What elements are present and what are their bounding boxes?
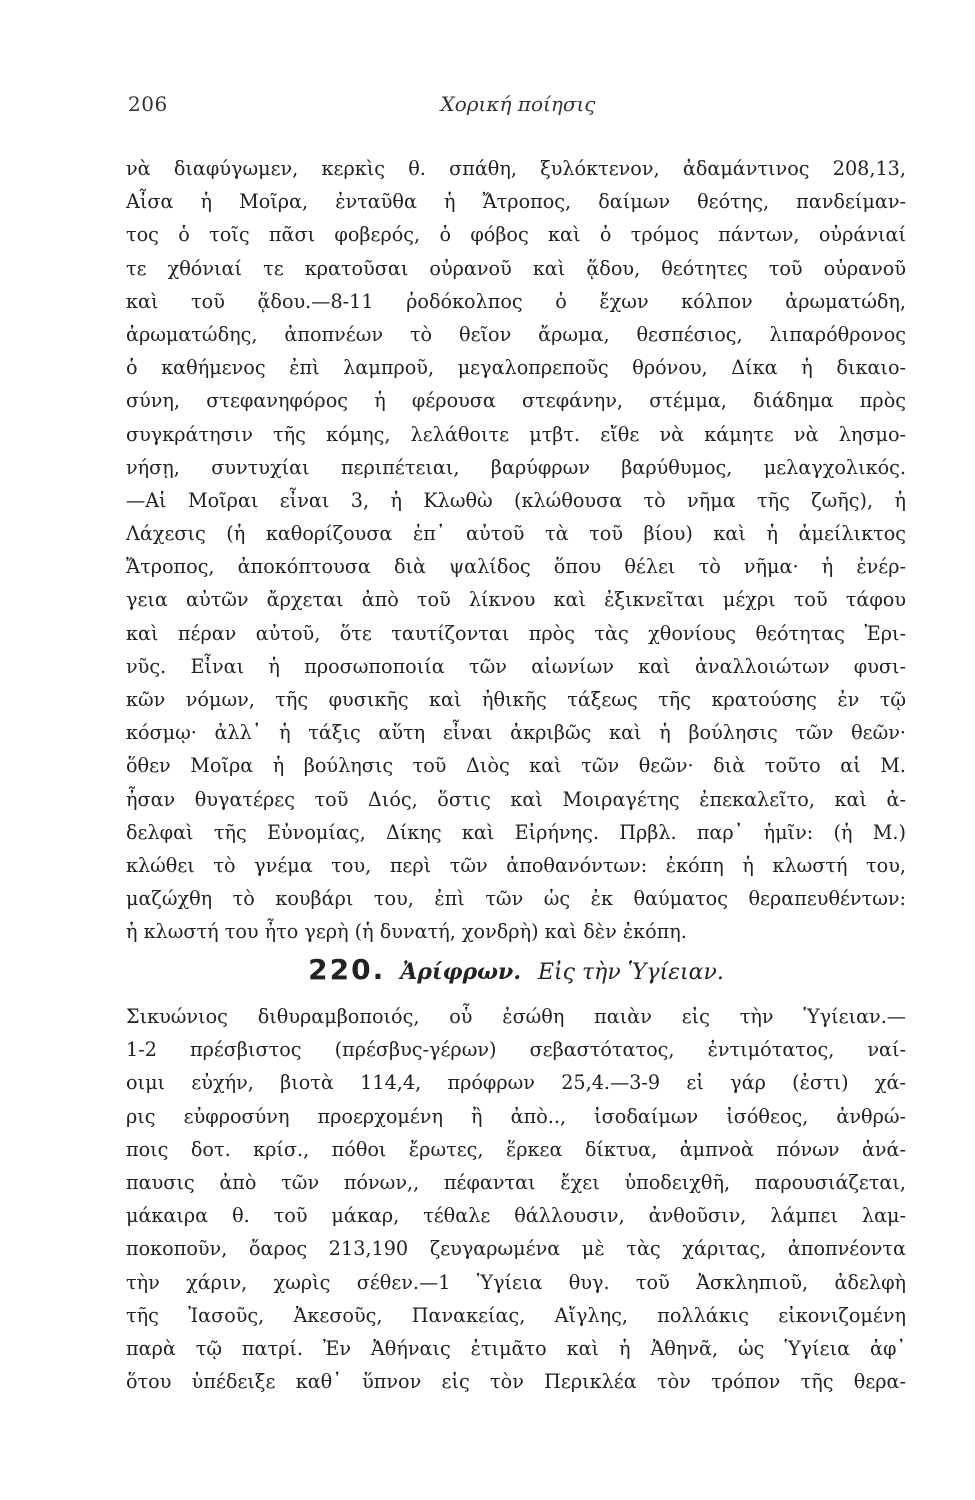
text-line: τος ὁ τοῖς πᾶσι φοβερός, ὁ φόβος καὶ ὁ τρόμος πάντων, οὐράνιαί [126, 223, 906, 247]
text-line: μάκαιρα θ. τοῦ μάκαρ, τέθαλε θάλλουσιν, ἀνθοῦσιν, λάμπει λαμ- [126, 1204, 906, 1228]
page-header [128, 92, 908, 132]
text-line: Ἄτροπος, ἀποκόπτουσα διὰ ψαλίδος ὅπου θέλει τὸ νῆμα· ἡ ἐνέρ- [126, 555, 906, 579]
text-line: —Αἱ Μοῖραι εἶναι 3, ἡ Κλωθὼ (κλώθουσα τὸ νῆμα τῆς ζωῆς), ἡ [126, 488, 906, 512]
section-heading [126, 953, 906, 993]
text-line: κῶν νόμων, τῆς φυσικῆς καὶ ἠθικῆς τάξεως τῆς κρατούσης ἐν τῷ [126, 688, 906, 711]
text-line: κόσμῳ· ἀλλ᾽ ἡ τάξις αὕτη εἶναι ἀκριβῶς καὶ ἡ βούλησις τῶν θεῶν· [126, 721, 906, 745]
text-line: ποις δοτ. κρίσ., πόθοι ἔρωτες, ἕρκεα δίκτυα, ἀμπνοὰ πόνων ἀνά- [126, 1137, 906, 1161]
text-line: γεια αὐτῶν ἄρχεται ἀπὸ τοῦ λίκνου καὶ ἐξικνεῖται μέχρι τοῦ τάφου [126, 588, 906, 612]
text-line: καὶ πέραν αὐτοῦ, ὅτε ταυτίζονται πρὸς τὰς χθονίους θεότητας Ἐρι- [126, 621, 906, 645]
text-line: νῦς. Εἶναι ἡ προσωποποιία τῶν αἰωνίων καὶ ἀναλλοιώτων φυσι- [126, 654, 906, 678]
text-line: παρὰ τῷ πατρί. Ἐν Ἀθήναις ἐτιμᾶτο καὶ ἡ Ἀθηνᾶ, ὡς Ὑγίεια ἀφ᾽ [126, 1336, 906, 1360]
text-line: τῆς Ἰασοῦς, Ἀκεσοῦς, Πανακείας, Αἴγλης, πολλάκις εἰκονιζομένη [126, 1303, 906, 1327]
text-line: νήσῃ, συντυχίαι περιπέτειαι, βαρύφρων βαρύθυμος, μελαγχολικός. [126, 455, 906, 479]
page-number: 206 [128, 92, 168, 116]
text-line: δελφαὶ τῆς Εὐνομίας, Δίκης καὶ Εἰρήνης. Πρβλ. παρ᾽ ἡμῖν: (ἡ Μ.) [126, 820, 906, 844]
text-line: ἡ κλωστή του ἦτο γερὴ (ἡ δυνατή, χονδρὴ) καὶ δὲν ἐκόπη. [126, 920, 687, 944]
text-line: Αἶσα ἡ Μοῖρα, ἐνταῦθα ἡ Ἄτροπος, δαίμων θεότης, πανδείμαν- [126, 190, 906, 214]
section-title: Εἰς τὴν Ὑγίειαν. [537, 960, 724, 985]
text-line: κλώθει τὸ γνέμα του, περὶ τῶν ἀποθανόντων: ἐκόπη ἡ κλωστή του, [126, 853, 906, 877]
text-line: ἦσαν θυγατέρες τοῦ Διός, ὅστις καὶ Μοιραγέτης ἐπεκαλεῖτο, καὶ ἀ- [126, 787, 906, 811]
text-line: Σικυώνιος διθυραμβοποιός, οὗ ἐσώθη παιὰν εἰς τὴν Ὑγίειαν.— [126, 1005, 906, 1028]
text-line: ποκοποῦν, ὄαρος 213,190 ζευγαρωμένα μὲ τὰς χάριτας, ἀποπνέοντα [126, 1237, 906, 1261]
text-line: ρις εὐφροσύνη προερχομένη ἢ ἀπὸ.., ἰσοδαίμων ἰσόθεος, ἀνθρώ- [126, 1104, 906, 1128]
text-line: μαζώχθη τὸ κουβάρι του, ἐπὶ τῶν ὡς ἐκ θαύματος θεραπευθέντων: [126, 887, 906, 911]
text-line: παυσις ἀπὸ τῶν πόνων,, πέφανται ἔχει ὑποδειχθῆ, παρουσιάζεται, [126, 1170, 906, 1194]
section-commentary-block [126, 1000, 906, 1398]
text-line: καὶ τοῦ ᾅδου.—8-11 ῥοδόκολπος ὁ ἔχων κόλπον ἀρωματώδη, [126, 289, 906, 313]
text-line: νὰ διαφύγωμεν, κερκὶς θ. σπάθη, ξυλόκτενον, ἀδαμάντινος 208,13, [126, 157, 906, 180]
text-line: τε χθόνιαί τε κρατοῦσαι οὐρανοῦ καὶ ᾅδου, θεότητες τοῦ οὐρανοῦ [126, 256, 906, 280]
text-line: ὁ καθήμενος ἐπὶ λαμπροῦ, μεγαλοπρεποῦς θρόνου, Δίκα ἡ δικαιο- [126, 356, 906, 380]
text-line: ὅτου ὑπέδειξε καθ᾽ ὕπνον εἰς τὸν Περικλέα τὸν τρόπον τῆς θερα- [126, 1370, 906, 1394]
text-line: τὴν χάριν, χωρὶς σέθεν.—1 Ὑγίεια θυγ. τοῦ Ἀσκληπιοῦ, ἀδελφὴ [126, 1270, 906, 1294]
text-line: συγκράτησιν τῆς κόμης, λελάθοιτε μτβτ. εἴθε νὰ κάμητε νὰ λησμο- [126, 422, 906, 446]
running-title: Χορική ποίησις [440, 92, 596, 116]
section-author: Ἀρίφρων. [400, 959, 521, 985]
commentary-block [126, 152, 906, 949]
text-line: οιμι εὐχήν, βιοτὰ 114,4, πρόφρων 25,4.—3-9 εἰ γάρ (ἐστι) χά- [126, 1071, 906, 1095]
section-number: 220. [308, 953, 386, 986]
text-line: ὅθεν Μοῖρα ἡ βούλησις τοῦ Διὸς καὶ τῶν θεῶν· διὰ τοῦτο αἱ Μ. [126, 754, 906, 778]
text-line: Λάχεσις (ἡ καθορίζουσα ἐπ᾽ αὐτοῦ τὰ τοῦ βίου) καὶ ἡ ἀμείλικτος [126, 522, 906, 546]
text-line: ἀρωματώδης, ἀποπνέων τὸ θεῖον ἄρωμα, θεσπέσιος, λιπαρόθρονος [126, 322, 906, 346]
text-line: σύνη, στεφανηφόρος ἡ φέρουσα στεφάνην, στέμμα, διάδημα πρὸς [126, 389, 906, 413]
text-line: 1-2 πρέσβιστος (πρέσβυς-γέρων) σεβαστότατος, ἐντιμότατος, ναί- [126, 1038, 906, 1062]
